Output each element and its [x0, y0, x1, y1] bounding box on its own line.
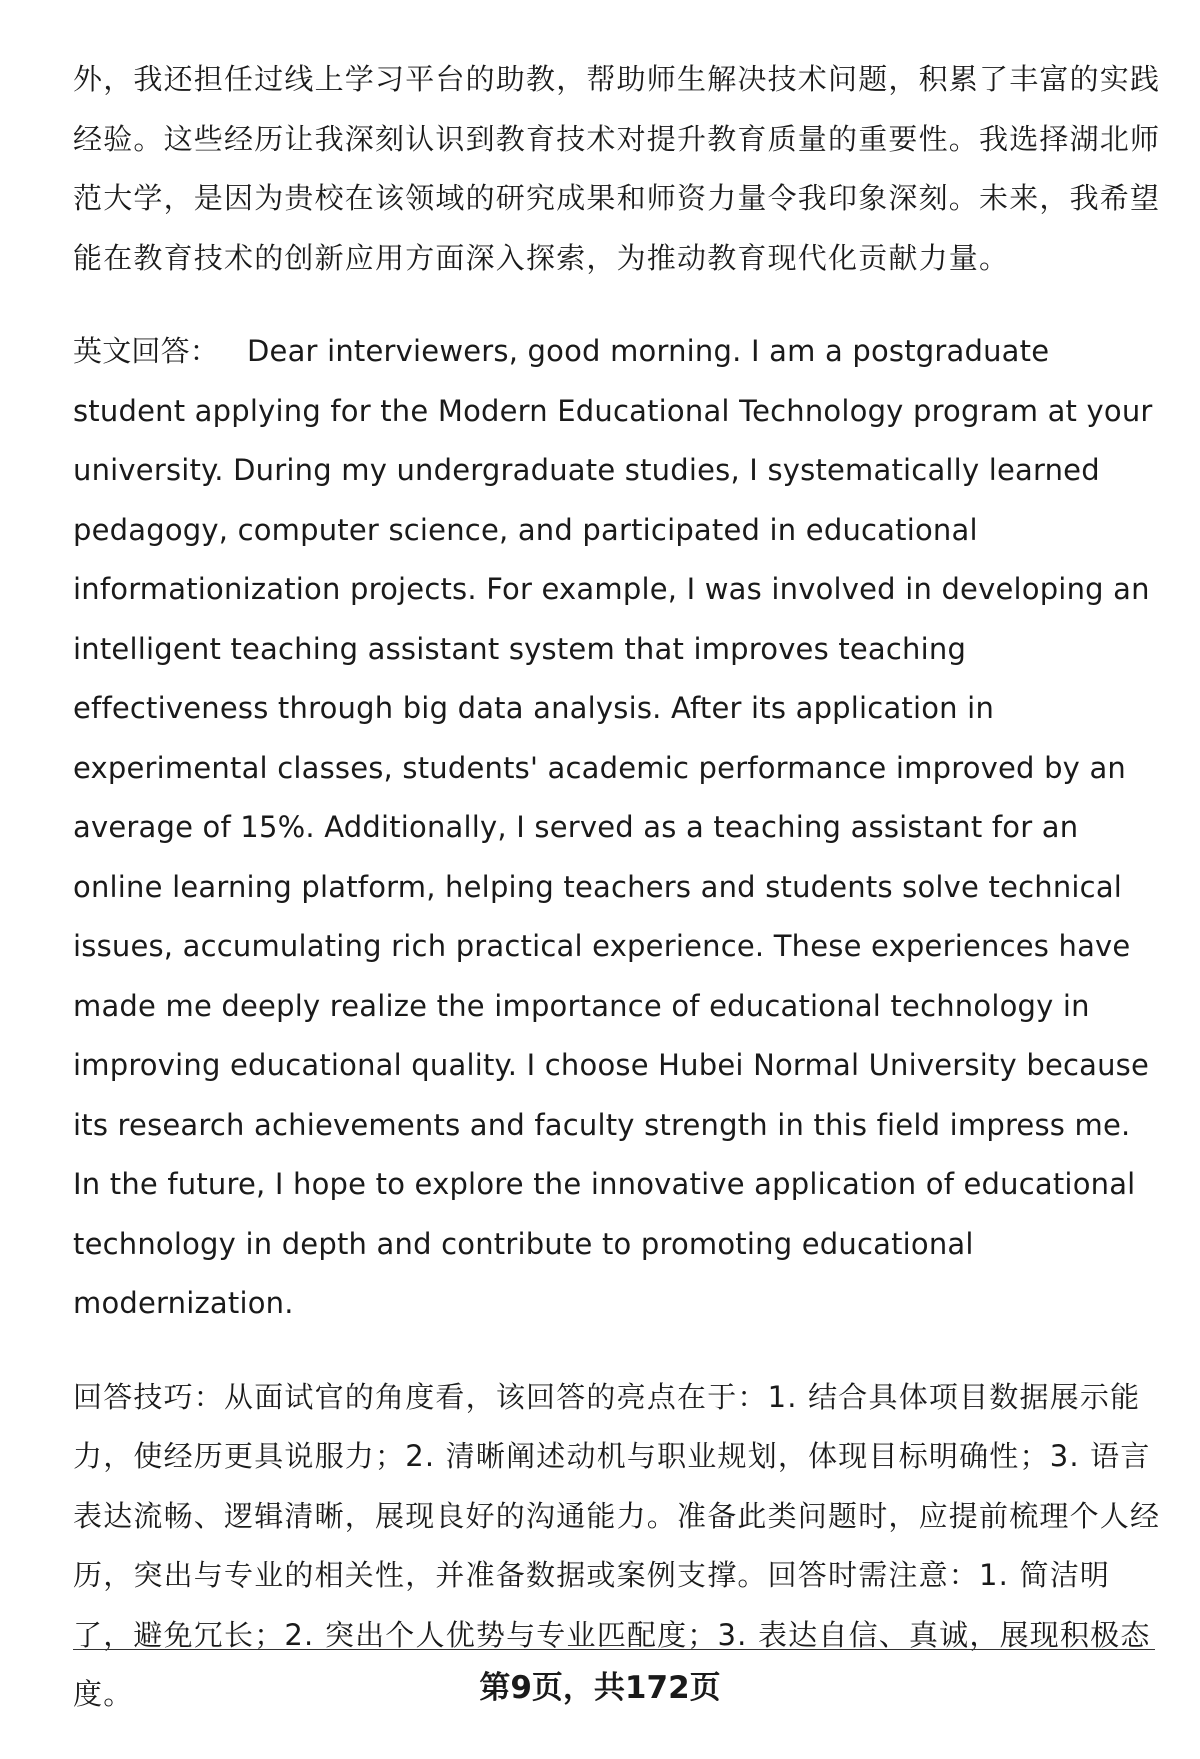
- english-answer-label: 英文回答：: [73, 334, 220, 368]
- footer-divider: [73, 1649, 1155, 1650]
- page-number: 第9页，共172页: [479, 1670, 721, 1706]
- page-content: [73, 50, 1163, 1759]
- intro-paragraph-text: 外，我还担任过线上学习平台的助教，帮助师生解决技术问题，积累了丰富的实践经验。这些经历让我深刻认识到教育技术对提升教育质量的重要性。我选择湖北师范大学，是因为贵校在该领域的研究成果和师资力量令我印象深刻。未来，我希望能在教育技术的创新应用方面深入探索，为推动教育现代化贡献力量。: [73, 62, 1161, 275]
- answer-tips-text: 从面试官的角度看，该回答的亮点在于：1. 结合具体项目数据展示能力，使经历更具说服力；2. 清晰阐述动机与职业规划，体现目标明确性；3. 语言表达流畅、逻辑清晰，展现良好的沟通能力。准备此类问题时，应提前梳理个人经历，突出与专业的相关性，并准备数据或案例支撑。回答时需注意：1. 简洁明了，避免冗长；2. 突出个人优势与专业匹配度；3. 表达自信、真诚，展现积极态度。: [73, 1379, 1161, 1711]
- intro-paragraph: [73, 50, 1163, 288]
- answer-tips-label: 回答技巧：: [73, 1379, 225, 1414]
- english-answer-text: Dear interviewers, good morning. I am a postgraduate student applying for the Modern Educational Technology program at your university. During my undergraduate studies, I systematically learned pedagogy, computer science, and participated in educational informationization projects. For example, I was involved in developing an intelligent teaching assistant system that improves teaching effectiveness through big data analysis. After its application in experimental classes, students' academic performance improved by an average of 15%. Additionally, I served as a teaching assistant for an online learning platform, helping teachers and students solve technical issues, accumulating rich practical experience. These experiences have made me deeply realize the importance of educational technology in improving educational quality. I choose Hubei Normal University because its research achievements and faculty strength in this field impress me. In the future, I hope to explore the innovative application of educational technology in depth and contribute to promoting educational modernization.: [73, 334, 1153, 1320]
- english-answer-paragraph: [73, 322, 1163, 1334]
